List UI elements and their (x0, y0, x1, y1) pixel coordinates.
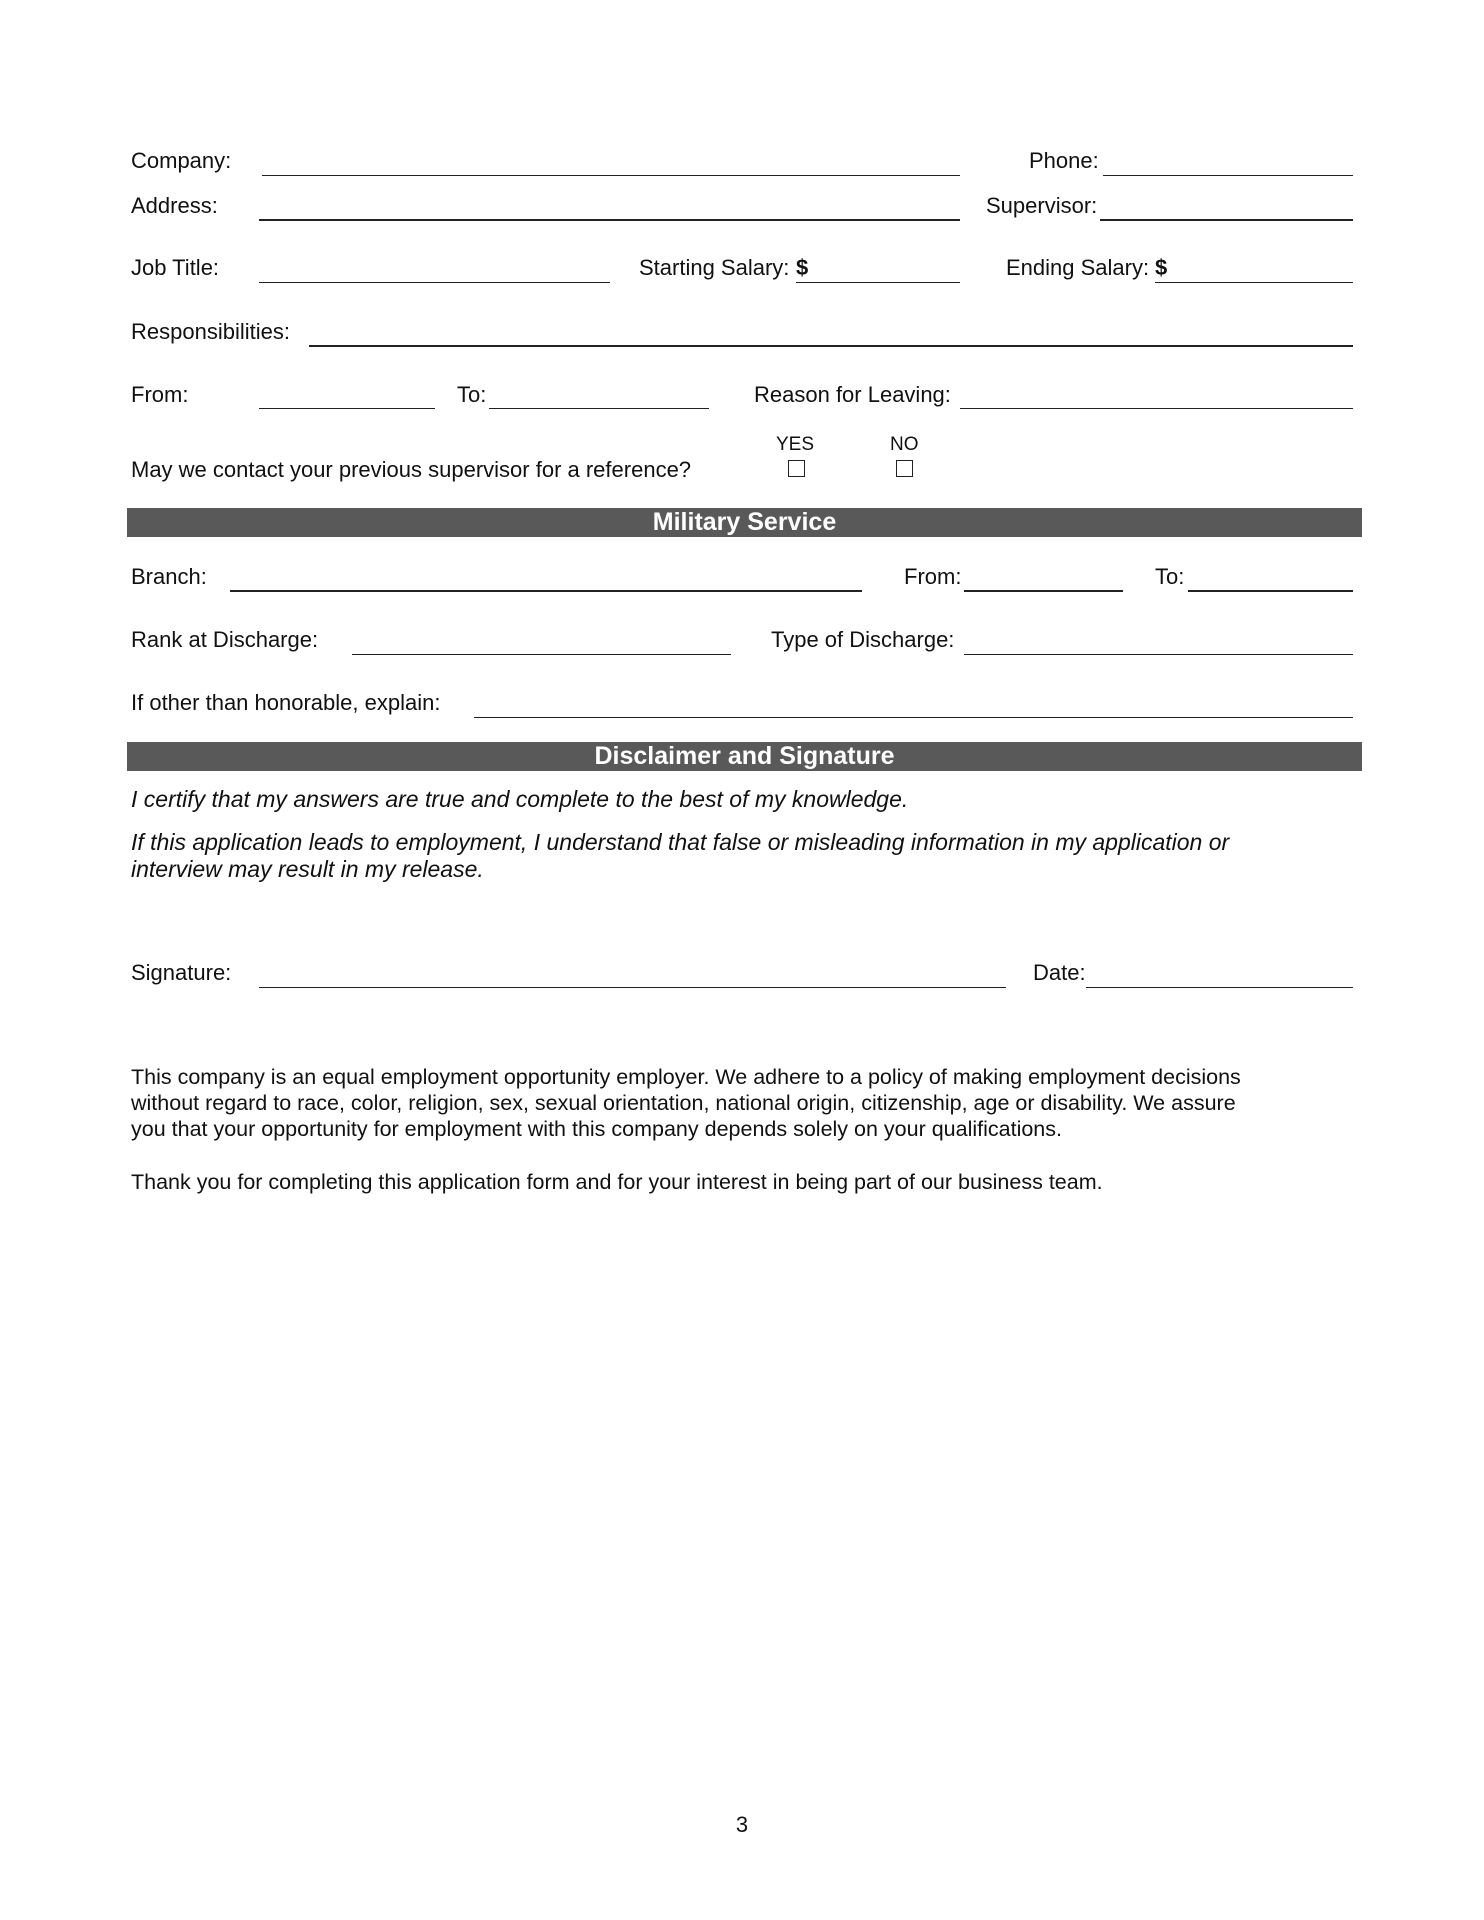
military-to-field[interactable] (1188, 590, 1353, 592)
address-label: Address: (131, 193, 218, 218)
type-of-discharge-field[interactable] (964, 654, 1353, 655)
ending-salary-field[interactable] (1155, 282, 1353, 283)
rank-at-discharge-field[interactable] (352, 654, 731, 655)
certify-statement: I certify that my answers are true and complete to the best of my knowledge. (131, 786, 909, 812)
explain-field[interactable] (474, 717, 1353, 718)
eeo-statement-line3: you that your opportunity for employment with this company depends solely on your qualifications. (131, 1117, 1062, 1141)
military-from-label: From: (904, 564, 962, 589)
contact-supervisor-question: May we contact your previous supervisor for a reference? (131, 457, 692, 482)
contact-yes-checkbox[interactable] (788, 460, 805, 477)
phone-field[interactable] (1103, 175, 1353, 176)
military-from-field[interactable] (964, 590, 1123, 592)
job-title-field[interactable] (259, 282, 610, 283)
starting-salary-label: Starting Salary: (639, 255, 790, 280)
company-label: Company: (131, 148, 232, 173)
supervisor-field[interactable] (1100, 219, 1353, 221)
release-statement-line2: interview may result in my release. (131, 856, 484, 882)
disclaimer-signature-header: Disclaimer and Signature (127, 742, 1362, 771)
date-label: Date: (1033, 960, 1086, 985)
contact-no-checkbox[interactable] (896, 460, 913, 477)
branch-field[interactable] (230, 590, 862, 592)
employment-from-label: From: (131, 382, 189, 407)
employment-from-field[interactable] (259, 408, 435, 409)
type-of-discharge-label: Type of Discharge: (771, 627, 955, 652)
ending-salary-currency: $ (1155, 255, 1168, 280)
signature-label: Signature: (131, 960, 232, 985)
phone-label: Phone: (1029, 148, 1099, 173)
reason-for-leaving-label: Reason for Leaving: (754, 382, 951, 407)
no-label: NO (890, 434, 919, 455)
reason-for-leaving-field[interactable] (960, 408, 1353, 409)
branch-label: Branch: (131, 564, 207, 589)
date-field[interactable] (1086, 987, 1353, 988)
employment-to-field[interactable] (489, 408, 709, 409)
military-to-label: To: (1155, 564, 1185, 589)
address-field[interactable] (259, 219, 960, 221)
supervisor-label: Supervisor: (986, 193, 1098, 218)
starting-salary-field[interactable] (796, 282, 960, 283)
eeo-statement-line2: without regard to race, color, religion, sex, sexual orientation, national origin, citizenship, age or disability. We assure (131, 1091, 1236, 1115)
rank-at-discharge-label: Rank at Discharge: (131, 627, 319, 652)
release-statement-line1: If this application leads to employment, I understand that false or misleading information in my application or (131, 829, 1230, 855)
military-service-header: Military Service (127, 508, 1362, 537)
responsibilities-field[interactable] (309, 345, 1353, 347)
yes-label: YES (776, 434, 815, 455)
page-number: 3 (735, 1812, 749, 1837)
job-title-label: Job Title: (131, 255, 220, 280)
responsibilities-label: Responsibilities: (131, 319, 290, 344)
eeo-statement-line1: This company is an equal employment opportunity employer. We adhere to a policy of making employment decisions (131, 1065, 1241, 1089)
employment-to-label: To: (457, 382, 487, 407)
starting-salary-currency: $ (796, 255, 809, 280)
company-field[interactable] (262, 175, 960, 176)
explain-label: If other than honorable, explain: (131, 690, 441, 715)
signature-field[interactable] (259, 987, 1006, 988)
thank-you-statement: Thank you for completing this application form and for your interest in being part of our business team. (131, 1170, 1103, 1194)
ending-salary-label: Ending Salary: (1006, 255, 1150, 280)
